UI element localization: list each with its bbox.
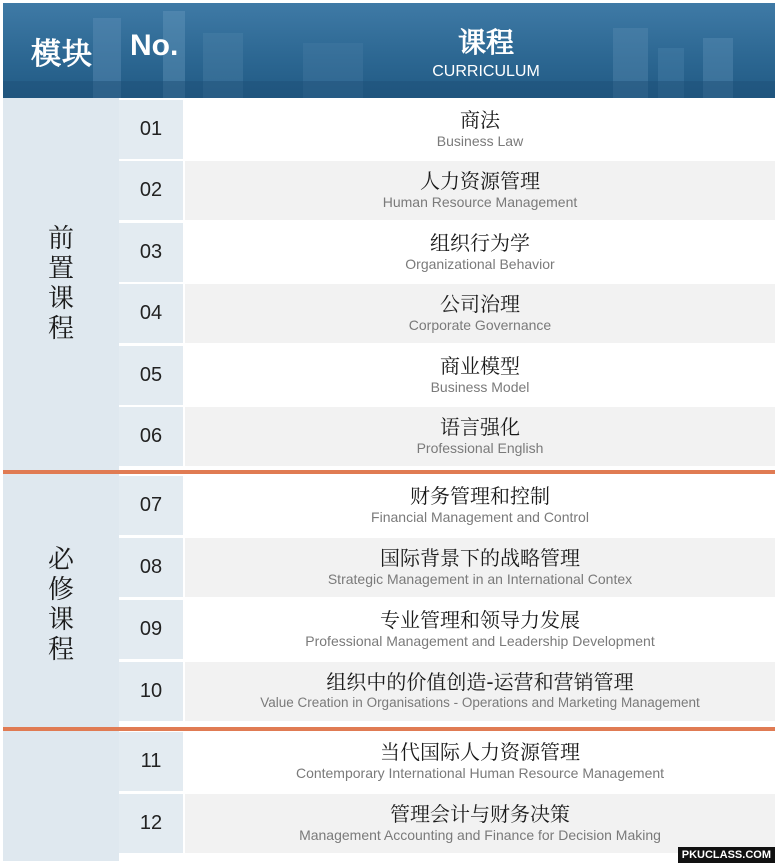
row-course bbox=[185, 794, 775, 853]
course-name-en: Human Resource Management bbox=[382, 194, 578, 210]
row-number: 05 bbox=[119, 346, 183, 405]
course-name-en: Financial Management and Control bbox=[371, 509, 589, 525]
course-name-en: Business Model bbox=[430, 379, 530, 395]
row-course bbox=[185, 100, 775, 159]
course-name-en: Business Law bbox=[436, 133, 524, 149]
table-row bbox=[119, 161, 775, 220]
header-curriculum: CURRICULUM bbox=[432, 63, 540, 80]
row-course bbox=[185, 732, 775, 791]
course-name-zh: 组织行为学 bbox=[430, 231, 530, 255]
course-name-zh: 公司治理 bbox=[440, 292, 520, 316]
row-course bbox=[185, 600, 775, 659]
header-course: 课程 bbox=[457, 26, 514, 59]
table-row bbox=[119, 284, 775, 343]
course-name-en: Management Accounting and Finance for Decision Making bbox=[299, 827, 661, 843]
course-name-zh: 语言强化 bbox=[440, 415, 520, 439]
table-row bbox=[119, 346, 775, 405]
course-name-zh: 商业模型 bbox=[440, 354, 520, 378]
table-row bbox=[119, 538, 775, 597]
section-divider bbox=[3, 470, 775, 474]
section-divider bbox=[3, 727, 775, 731]
table-row bbox=[119, 600, 775, 659]
course-name-en: Corporate Governance bbox=[408, 317, 552, 333]
module-prerequisite bbox=[3, 98, 119, 470]
course-name-en: Value Creation in Organisations - Operations and Marketing Management bbox=[260, 695, 700, 710]
row-course bbox=[185, 223, 775, 282]
table-row bbox=[119, 732, 775, 791]
course-name-zh: 财务管理和控制 bbox=[410, 484, 550, 508]
table-row bbox=[119, 407, 775, 466]
row-course bbox=[185, 662, 775, 721]
module-label-required: 必 修 课 程 bbox=[47, 545, 74, 665]
row-course bbox=[185, 407, 775, 466]
course-name-zh: 人力资源管理 bbox=[420, 169, 540, 193]
course-name-en: Contemporary International Human Resource Management bbox=[295, 765, 665, 781]
header-module: 模块 bbox=[31, 37, 93, 72]
course-name-zh: 专业管理和领导力发展 bbox=[380, 608, 580, 632]
curriculum-table bbox=[3, 3, 775, 861]
row-number: 03 bbox=[119, 223, 183, 282]
row-number: 08 bbox=[119, 538, 183, 597]
table-row bbox=[119, 794, 775, 853]
row-number: 11 bbox=[119, 732, 183, 791]
course-name-zh: 商法 bbox=[460, 108, 500, 132]
course-name-en: Strategic Management in an International Contex bbox=[327, 571, 633, 587]
row-number: 09 bbox=[119, 600, 183, 659]
course-name-en: Professional Management and Leadership Development bbox=[305, 633, 655, 649]
course-name-en: Organizational Behavior bbox=[405, 256, 555, 272]
row-course bbox=[185, 161, 775, 220]
table-row bbox=[119, 662, 775, 721]
course-name-zh: 管理会计与财务决策 bbox=[390, 802, 570, 826]
row-number: 06 bbox=[119, 407, 183, 466]
course-name-zh: 组织中的价值创造-运营和营销管理 bbox=[326, 670, 634, 694]
table-header bbox=[3, 3, 775, 98]
course-name-en: Professional English bbox=[416, 440, 544, 456]
module-third bbox=[3, 731, 119, 861]
module-label-prerequisite: 前 置 课 程 bbox=[47, 224, 74, 344]
row-course bbox=[185, 538, 775, 597]
module-required bbox=[3, 474, 119, 727]
row-number: 01 bbox=[119, 100, 183, 159]
row-course bbox=[185, 284, 775, 343]
course-name-zh: 当代国际人力资源管理 bbox=[380, 740, 580, 764]
table-row bbox=[119, 223, 775, 282]
row-course bbox=[185, 476, 775, 535]
row-number: 12 bbox=[119, 794, 183, 853]
table-row bbox=[119, 100, 775, 159]
row-number: 10 bbox=[119, 662, 183, 721]
site-watermark: PKUCLASS.COM bbox=[678, 847, 775, 863]
table-row bbox=[119, 476, 775, 535]
row-number: 02 bbox=[119, 161, 183, 220]
course-name-zh: 国际背景下的战略管理 bbox=[380, 546, 580, 570]
row-course bbox=[185, 346, 775, 405]
header-number: No. bbox=[130, 29, 179, 62]
row-number: 04 bbox=[119, 284, 183, 343]
row-number: 07 bbox=[119, 476, 183, 535]
